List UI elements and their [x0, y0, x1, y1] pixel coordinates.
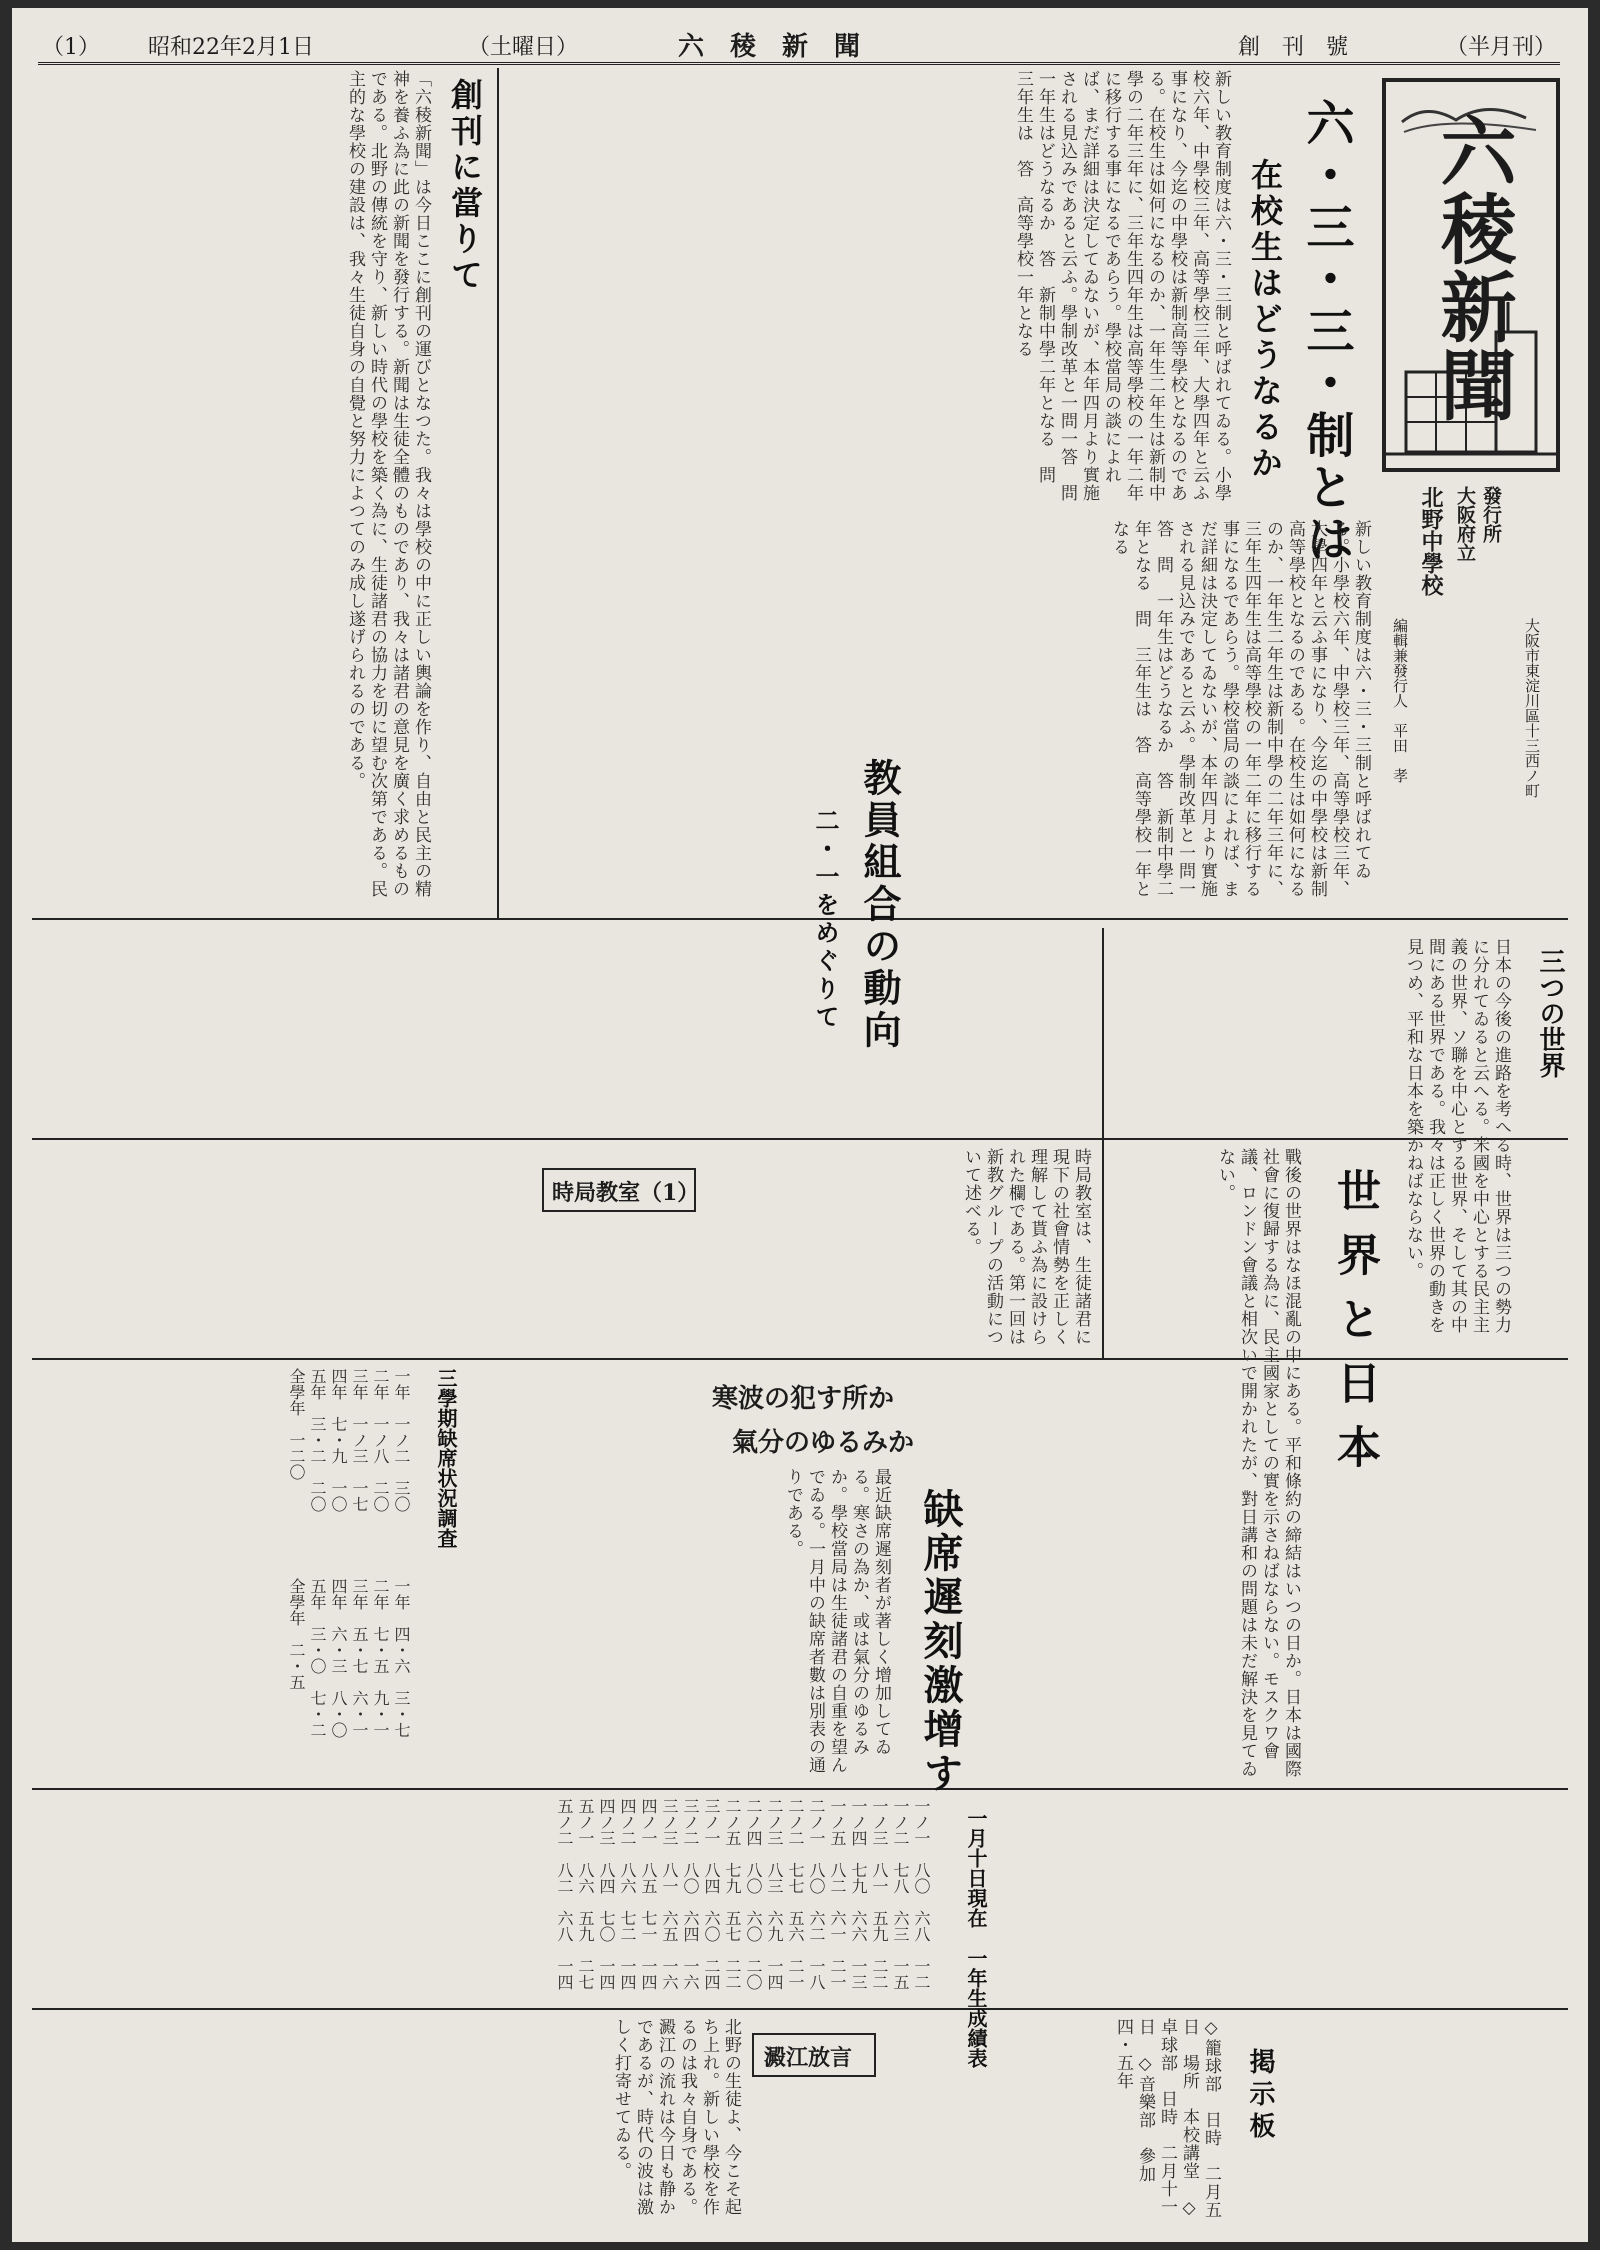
- masthead-title: 六稜新聞: [1428, 112, 1517, 424]
- table-row: 二年 一ノ八 二〇: [371, 1368, 390, 1512]
- table-row: 五年 三・〇 七・二: [308, 1578, 327, 1738]
- absence-table-headline: 三學期缺席状況調査: [434, 1368, 458, 1548]
- founding-body: 「六稜新聞」は今日ここに創刊の運びとなつた。我々は學校の中に正しい輿論を作り、自由と民主の精神を養ふ為に此の新聞を發行する。新聞は生徒全體のものであり、我々は諸君の意見を廣く求めるものである。北野の傳統を守り、新しい時代の學校を築く為に、生徒諸君の協力を切に望む次第である。民主的な學校の建設は、我々生徒自身の自覺と努力によつてのみ成し遂げられるのである。: [345, 70, 431, 898]
- table-row: 一ノ二 七八 六三 一五: [891, 1798, 910, 1990]
- attendance-subhead-2: 氣分のゆるみか: [732, 1428, 915, 1458]
- editor-line: 編輯兼發行人 平田 孝: [1391, 618, 1409, 783]
- lead-subhead: 在校生はどうなるか: [1246, 158, 1284, 482]
- newspaper-page: [12, 8, 1588, 2242]
- table-row: 三ノ一 八四 六〇 二四: [702, 1798, 721, 1990]
- attendance-subhead-1: 寒波の犯す所か: [712, 1384, 895, 1414]
- page-number: （1）: [42, 35, 100, 60]
- founding-headline: 創刊に當りて: [446, 78, 484, 294]
- lead-body-cont: 新しい教育制度は六・三・三制と呼ばれてゐる。小學校六年、中學校三年、高等學校三年、大學四年と云ふ事になり、今迄の中學校は新制高等學校となるのである。在校生は如何になるのか、一年生二年生は新制中學の二年三年に、三年生四年生は高等學校の一年二年に移行する事になるであらう。學校當局の談によれば、まだ詳細は決定してゐないが、本年四月より實施される見込みであると云ふ。學制改革と一問一答 問 一年生はどうなるか 答 新制中學二年となる 問 三年生は 答 高等學校一年となる: [1109, 520, 1371, 898]
- tardy-table: [72, 1578, 412, 1778]
- table-row: 一ノ四 七九 六六 一三: [849, 1798, 868, 1990]
- world-japan-headline: 世界と日本: [1329, 1168, 1380, 1488]
- table-row: 五年 三・二 二〇: [308, 1368, 327, 1512]
- union-headline: 教員組合の動向: [857, 758, 902, 1052]
- world-japan-body: 戰後の世界はなほ混亂の中にある。平和條約の締結はいつの日か。日本は國際社會に復歸する為に、民主國家としての實を示さねばならない。モスクワ會議、ロンドン會議と相次いで開かれたが、對日講和の問題は未だ解決を見てゐない。: [1215, 1148, 1301, 1778]
- publisher-pref: 大阪府立: [1454, 486, 1476, 562]
- table-row: 一年 四・六 三・七: [392, 1578, 411, 1738]
- rule: [32, 2008, 1568, 2010]
- issue-label: 創 刊 號: [1238, 35, 1349, 60]
- attendance-body: 最近缺席遲刻者が著しく增加してゐる。寒さの為か、或は氣分のゆるみか。學校當局は生徒諸君の自重を望んでゐる。一月中の缺席者數は別表の通りである。: [783, 1468, 891, 1774]
- table-row: 五ノ一 八六 五九 二七: [576, 1798, 595, 1990]
- column-body: 北野の生徒よ、今こそ起ち上れ。新しい學校を作るのは我々自身である。澱江の流れは今日も静かであるが、時代の波は激しく打寄せてゐる。: [611, 2018, 741, 2216]
- issue-weekday: （土曜日）: [468, 35, 579, 60]
- world-body: 日本の今後の進路を考へる時、世界は三つの勢力に分れてゐると云へる。米國を中心とする民主主義の世界、ソ聯を中心とする世界、そして其の中間にある世界である。我々は正しく世界の動きを見つめ、平和な日本を築かねばならない。: [1403, 938, 1511, 1334]
- world-headline: 三つの世界: [1535, 948, 1565, 1078]
- union-subhead: 二・一をめぐりて: [811, 808, 840, 1032]
- table-row: 三年 一ノ三 一七: [350, 1368, 369, 1512]
- issue-date: 昭和22年2月1日: [148, 35, 314, 60]
- lead-body: 新しい教育制度は六・三・三制と呼ばれてゐる。小學校六年、中學校三年、高等學校三年、大學四年と云ふ事になり、今迄の中學校は新制高等學校となるのである。在校生は如何になるのか、一年生二年生は新制中學の二年三年に、三年生四年生は高等學校の一年二年に移行する事になるであらう。學校當局の談によれば、まだ詳細は決定してゐないが、本年四月より實施される見込みであると云ふ。學制改革と一問一答 問 一年生はどうなるか 答 新制中學二年となる 問 三年生は 答 高等學校一年となる: [1013, 70, 1231, 520]
- page-header: [38, 20, 1560, 65]
- rule: [497, 68, 499, 918]
- lead-headline: 六・三・三・制とは: [1298, 98, 1354, 566]
- table-row: 二ノ四 八〇 六〇 二〇: [744, 1798, 763, 1990]
- lecture-headline: 時局教室（1）: [552, 1180, 700, 1206]
- table-row: 二ノ五 七九 五七 二二: [723, 1798, 742, 1990]
- table-row: 三年 五・七 六・一: [350, 1578, 369, 1738]
- table-row: 五ノ二 八二 六八 一四: [555, 1798, 574, 1990]
- column-headline: 澱江放言: [764, 2045, 853, 2071]
- table-row: 一ノ一 八〇 六八 一二: [912, 1798, 931, 1990]
- table-row: 二年 七・五 九・一: [371, 1578, 390, 1738]
- attendance-headline: 缺席遲刻激增す: [917, 1488, 964, 1796]
- table-row: 四ノ三 八四 七〇 一四: [597, 1798, 616, 1990]
- absence-table: [72, 1368, 412, 1568]
- table-row: 三ノ二 八〇 六四 一六: [681, 1798, 700, 1990]
- publisher-school: 北野中學校: [1418, 486, 1444, 596]
- table-row: 二ノ三 八三 六九 一四: [765, 1798, 784, 1990]
- frequency-label: （半月刊）: [1445, 35, 1556, 60]
- table-row: 四年 六・三 八・〇: [329, 1578, 348, 1738]
- lecture-body: 時局教室は、生徒諸君に現下の社會情勢を正しく理解して貰ふ為に設けられた欄である。第一回は新教グループの活動について述べる。: [961, 1148, 1091, 1346]
- masthead: [1382, 78, 1560, 472]
- table-row: 一年 一ノ二 三〇: [392, 1368, 411, 1512]
- table-row: 四ノ一 八五 七一 一四: [639, 1798, 658, 1990]
- timeline-table-headline: 一月十日現在 一年生成績表: [964, 1808, 988, 2068]
- table-row: 四年 七・九 一〇: [329, 1368, 348, 1512]
- table-row: 全學年 二・五: [287, 1578, 306, 1690]
- table-row: 一ノ五 八二 六一 二一: [828, 1798, 847, 1990]
- publisher-label: 發行所: [1480, 486, 1502, 543]
- rule: [1102, 928, 1104, 1358]
- table-row: 全學年 一二〇: [287, 1368, 306, 1480]
- table-row: 二ノ二 七七 五六 二一: [786, 1798, 805, 1990]
- rule: [32, 918, 1568, 920]
- table-row: 一ノ三 八一 五九 二二: [870, 1798, 889, 1990]
- notice-headline: 掲示板: [1245, 2048, 1275, 2144]
- timeline-table: [52, 1798, 932, 1998]
- header-paper-name: 六 稜 新 聞: [678, 32, 861, 62]
- notice-body: ◇籠球部 日時 二月五日 場所 本校講堂 ◇卓球部 日時 二月十一日 ◇音樂部 參加 四・五年: [1113, 2018, 1221, 2219]
- table-row: 四ノ二 八六 七二 一四: [618, 1798, 637, 1990]
- table-row: 二ノ一 八〇 六二 一八: [807, 1798, 826, 1990]
- publisher-address: 大阪市東淀川區十三西ノ町: [1523, 618, 1541, 798]
- table-row: 三ノ三 八一 六五 一六: [660, 1798, 679, 1990]
- rule: [32, 1788, 1568, 1790]
